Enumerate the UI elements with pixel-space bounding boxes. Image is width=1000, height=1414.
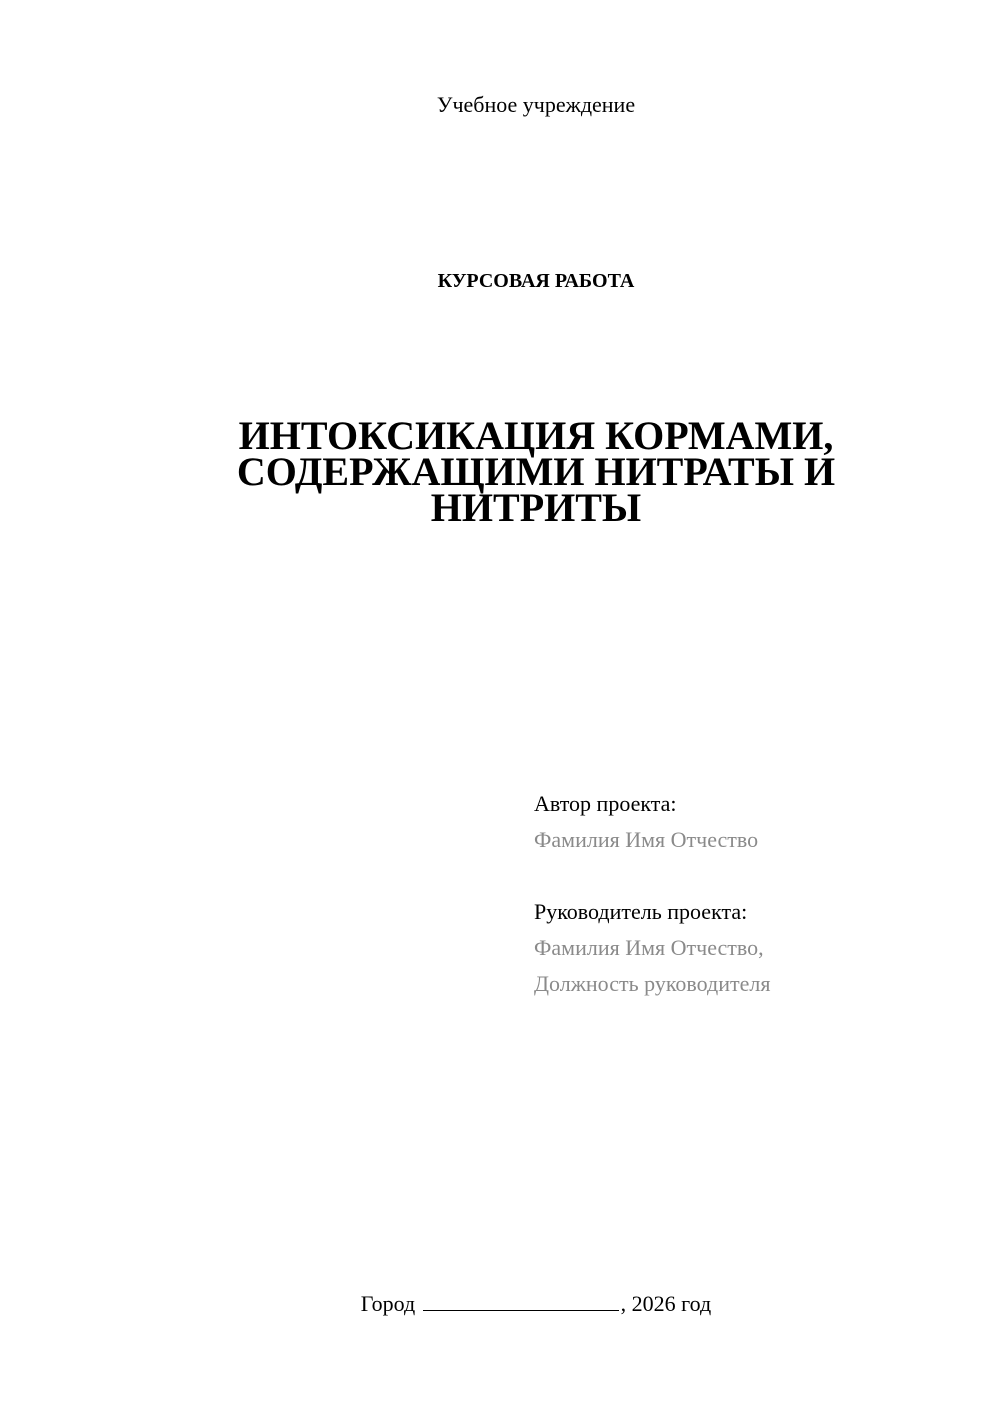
- institution-name: Учебное учреждение: [436, 92, 636, 117]
- title-line: ИНТОКСИКАЦИЯ КОРМАМИ,: [238, 413, 834, 458]
- footer-city-year: [0, 1288, 1000, 1317]
- title-line: НИТРИТЫ: [430, 485, 642, 530]
- year-text: , 2026 год: [620, 1291, 712, 1316]
- supervisor-block: [534, 894, 770, 1002]
- city-blank-line: [423, 1288, 619, 1311]
- author-label: Автор проекта:: [534, 791, 677, 816]
- supervisor-name: Фамилия Имя Отчество,: [534, 935, 764, 960]
- work-type-heading: КУРСОВАЯ РАБОТА: [437, 270, 635, 292]
- author-name: Фамилия Имя Отчество: [534, 827, 759, 852]
- city-label: Город: [360, 1291, 416, 1316]
- title-line: СОДЕРЖАЩИМИ НИТРАТЫ И: [236, 449, 836, 494]
- supervisor-position: Должность руководителя: [534, 971, 771, 996]
- author-block: [534, 786, 758, 858]
- supervisor-label: Руководитель проекта:: [534, 899, 748, 924]
- document-title: [210, 413, 862, 530]
